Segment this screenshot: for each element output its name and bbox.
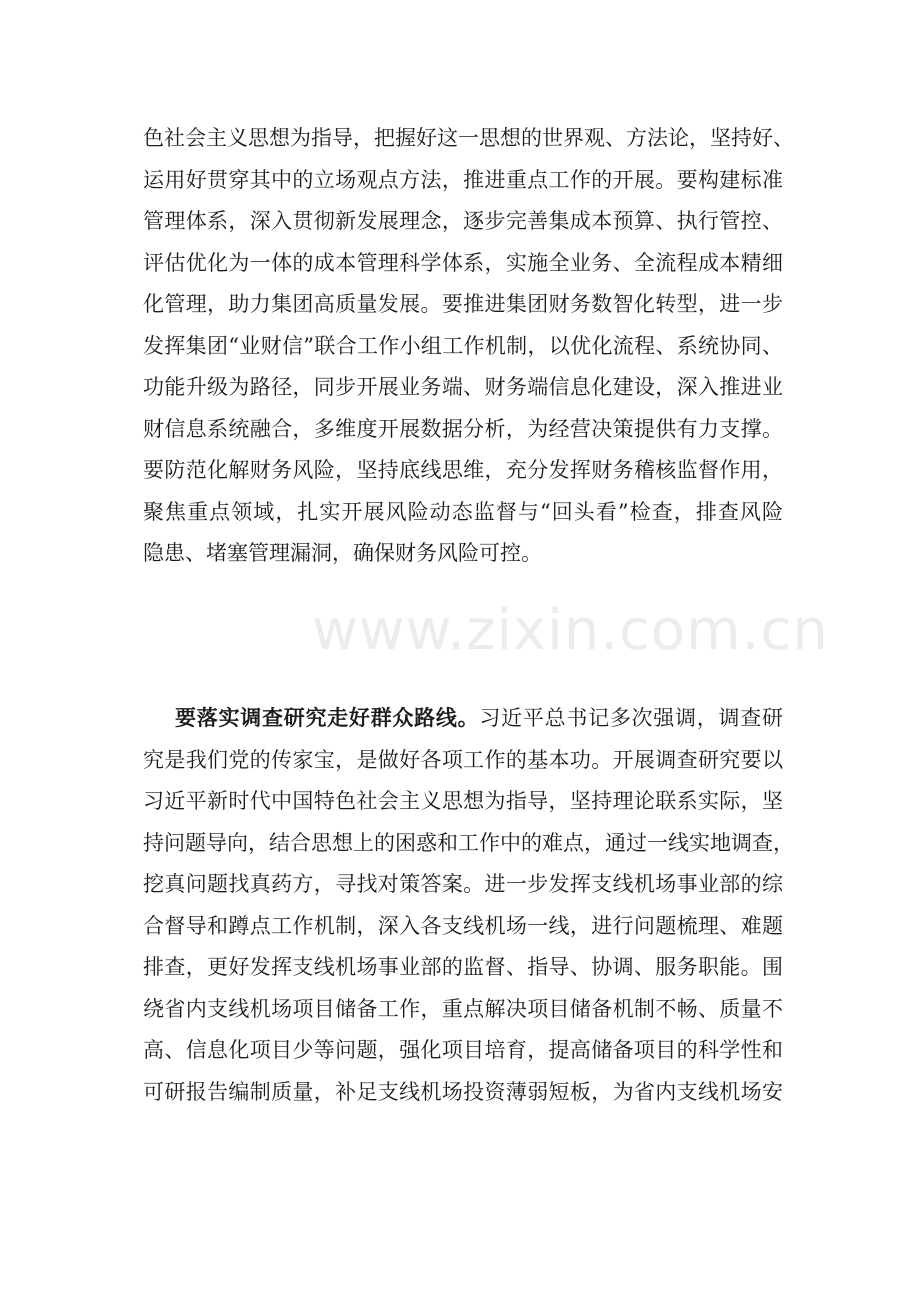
text-line: 评估优化为一体的成本管理科学体系，实施全业务、全流程成本精细 — [143, 250, 783, 275]
text-line-first — [143, 697, 783, 740]
text-line: 管理体系，深入贯彻新发展理念，逐步完善集成本预算、执行管控、 — [143, 209, 783, 233]
paragraph-lead-heading: 要落实调查研究走好群众路线。 — [175, 705, 480, 730]
text-line: 功能升级为路径，同步开展业务端、财务端信息化建设，深入推进业 — [143, 375, 783, 399]
text-line: 运用好贯穿其中的立场观点方法，推进重点工作的开展。要构建标准 — [143, 167, 783, 192]
text-line: 化管理，助力集团高质量发展。要推进集团财务数智化转型，进一步 — [143, 292, 783, 316]
text-line: 挖真问题找真药方，寻找对策答案。进一步发挥支线机场事业部的综 — [143, 872, 783, 896]
watermark-text: www.zixin.com.cn — [312, 598, 829, 663]
paragraph-financial-management — [143, 118, 794, 575]
text-line: 隐患、堵塞管理漏洞，确保财务风险可控。 — [143, 541, 542, 565]
text-line-rest: 习近平总书记多次强调，调查研 — [479, 706, 784, 730]
paragraph-research — [143, 697, 794, 1113]
text-line: 发挥集团“业财信”联合工作小组工作机制，以优化流程、系统协同、 — [143, 333, 783, 358]
text-line: 可研报告编制质量，补足支线机场投资薄弱短板，为省内支线机场安 — [143, 1079, 783, 1104]
text-line: 聚焦重点领域，扎实开展风险动态监督与“回头看”检查，排查风险 — [143, 499, 783, 524]
text-line: 要防范化解财务风险，坚持底线思维，充分发挥财务稽核监督作用， — [143, 458, 783, 482]
text-line: 绕省内支线机场项目储备工作，重点解决项目储备机制不畅、质量不 — [143, 996, 783, 1021]
text-line: 合督导和蹲点工作机制，深入各支线机场一线，进行问题梳理、难题 — [143, 913, 783, 938]
text-line: 财信息系统融合，多维度开展数据分析，为经营决策提供有力支撑。 — [143, 416, 783, 441]
text-line: 色社会主义思想为指导，把握好这一思想的世界观、方法论，坚持好、 — [143, 126, 794, 150]
text-line: 究是我们党的传家宝，是做好各项工作的基本功。开展调查研究要以 — [143, 747, 783, 772]
text-line: 排查，更好发挥支线机场事业部的监督、指导、协调、服务职能。围 — [143, 955, 783, 979]
text-line: 持问题导向，结合思想上的困惑和工作中的难点，通过一线实地调查， — [143, 830, 794, 855]
text-line: 习近平新时代中国特色社会主义思想为指导，坚持理论联系实际，坚 — [143, 789, 783, 813]
text-line: 高、信息化项目少等问题，强化项目培育，提高储备项目的科学性和 — [143, 1038, 783, 1062]
